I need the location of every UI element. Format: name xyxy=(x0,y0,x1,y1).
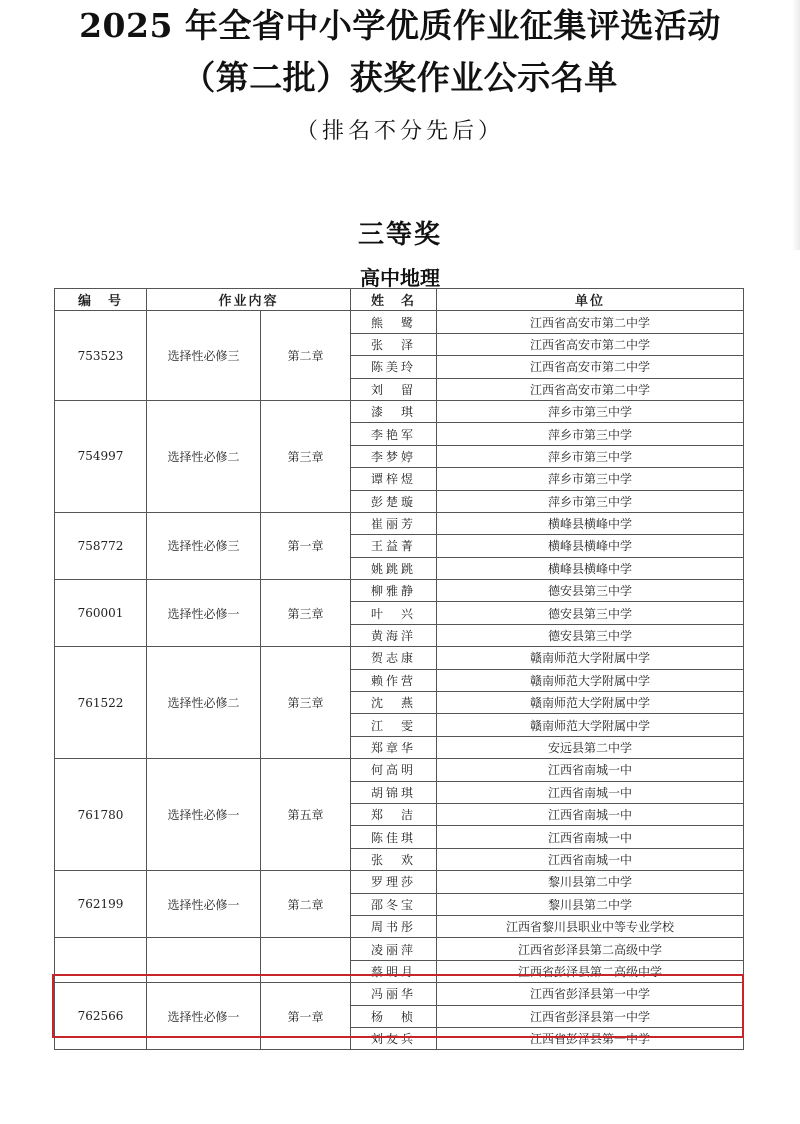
cell-name: 赖作营 xyxy=(351,669,437,691)
cell-unit: 赣南师范大学附属中学 xyxy=(437,647,744,669)
cell-chapter: 第一章 xyxy=(261,512,351,579)
subject-heading: 高中地理 xyxy=(360,266,440,290)
cell-id: 761522 xyxy=(55,647,147,759)
cell-name: 胡锦琪 xyxy=(351,781,437,803)
cell-name: 刘友兵 xyxy=(351,1027,437,1049)
cell-name: 张 泽 xyxy=(351,333,437,355)
cell-unit: 萍乡市第三中学 xyxy=(437,490,744,512)
cell-unit: 德安县第三中学 xyxy=(437,602,744,624)
cell-unit: 横峰县横峰中学 xyxy=(437,557,744,579)
cell-unit: 赣南师范大学附属中学 xyxy=(437,692,744,714)
cell-name: 邵冬宝 xyxy=(351,893,437,915)
header-name: 姓 名 xyxy=(351,289,437,311)
cell-unit: 安远县第二中学 xyxy=(437,736,744,758)
cell-name: 姚跳跳 xyxy=(351,557,437,579)
cell-unit: 黎川县第二中学 xyxy=(437,893,744,915)
cell-unit: 萍乡市第三中学 xyxy=(437,423,744,445)
cell-name: 郑 洁 xyxy=(351,803,437,825)
cell-name: 叶 兴 xyxy=(351,602,437,624)
cell-unit: 萍乡市第三中学 xyxy=(437,400,744,422)
cell-id: 753523 xyxy=(55,311,147,401)
cell-unit: 赣南师范大学附属中学 xyxy=(437,669,744,691)
cell-unit: 江西省高安市第二中学 xyxy=(437,356,744,378)
cell-unit: 江西省南城一中 xyxy=(437,848,744,870)
cell-unit: 江西省南城一中 xyxy=(437,826,744,848)
cell-unit: 江西省高安市第二中学 xyxy=(437,378,744,400)
cell-book: 选择性必修三 xyxy=(147,311,261,401)
cell-name: 李艳军 xyxy=(351,423,437,445)
table-row xyxy=(55,512,744,534)
cell-unit: 萍乡市第三中学 xyxy=(437,445,744,467)
cell-name: 崔丽芳 xyxy=(351,512,437,534)
cell-book: 选择性必修二 xyxy=(147,400,261,512)
cell-unit: 黎川县第二中学 xyxy=(437,871,744,893)
table-header-row xyxy=(55,289,744,311)
cell-book xyxy=(147,938,261,983)
table-row xyxy=(55,938,744,960)
table-row xyxy=(55,580,744,602)
cell-id: 758772 xyxy=(55,512,147,579)
cell-name: 何高明 xyxy=(351,759,437,781)
cell-unit: 横峰县横峰中学 xyxy=(437,512,744,534)
cell-book: 选择性必修一 xyxy=(147,580,261,647)
cell-name: 李梦婷 xyxy=(351,445,437,467)
cell-name: 罗理莎 xyxy=(351,871,437,893)
cell-name: 柳雅静 xyxy=(351,580,437,602)
cell-chapter: 第三章 xyxy=(261,647,351,759)
cell-name: 张 欢 xyxy=(351,848,437,870)
cell-name: 陈佳琪 xyxy=(351,826,437,848)
cell-name: 黄海洋 xyxy=(351,624,437,646)
cell-chapter: 第三章 xyxy=(261,400,351,512)
cell-chapter: 第一章 xyxy=(261,983,351,1050)
cell-chapter: 第五章 xyxy=(261,759,351,871)
cell-unit: 江西省彭泽县第一中学 xyxy=(437,1027,744,1049)
cell-unit: 德安县第三中学 xyxy=(437,580,744,602)
table-row xyxy=(55,983,744,1005)
title-line-2: （第二批）获奖作业公示名单 xyxy=(182,58,618,97)
cell-book: 选择性必修三 xyxy=(147,512,261,579)
cell-chapter xyxy=(261,938,351,983)
cell-id: 760001 xyxy=(55,580,147,647)
cell-unit: 江西省南城一中 xyxy=(437,759,744,781)
cell-name: 熊 鹭 xyxy=(351,311,437,333)
header-id: 编 号 xyxy=(55,289,147,311)
cell-name: 贺志康 xyxy=(351,647,437,669)
table-row xyxy=(55,311,744,333)
header-unit: 单位 xyxy=(437,289,744,311)
cell-id: 762199 xyxy=(55,871,147,938)
cell-chapter: 第二章 xyxy=(261,311,351,401)
cell-unit: 横峰县横峰中学 xyxy=(437,535,744,557)
cell-id: 762566 xyxy=(55,983,147,1050)
cell-book: 选择性必修一 xyxy=(147,983,261,1050)
award-table xyxy=(54,288,744,1050)
cell-unit: 江西省南城一中 xyxy=(437,803,744,825)
cell-unit: 江西省黎川县职业中等专业学校 xyxy=(437,915,744,937)
cell-unit: 江西省彭泽县第二高级中学 xyxy=(437,938,744,960)
cell-name: 刘 留 xyxy=(351,378,437,400)
table-row xyxy=(55,400,744,422)
cell-book: 选择性必修一 xyxy=(147,871,261,938)
cell-name: 蔡明月 xyxy=(351,960,437,982)
cell-name: 谭梓煜 xyxy=(351,468,437,490)
cell-name: 周书彤 xyxy=(351,915,437,937)
cell-unit: 江西省南城一中 xyxy=(437,781,744,803)
cell-id: 761780 xyxy=(55,759,147,871)
header-content: 作业内容 xyxy=(147,289,351,311)
subtitle-note: （排名不分先后） xyxy=(295,119,504,144)
table-body xyxy=(55,311,744,1050)
cell-unit: 赣南师范大学附属中学 xyxy=(437,714,744,736)
cell-name: 彭楚璇 xyxy=(351,490,437,512)
cell-unit: 萍乡市第三中学 xyxy=(437,468,744,490)
cell-name: 陈美玲 xyxy=(351,356,437,378)
cell-unit: 德安县第三中学 xyxy=(437,624,744,646)
cell-name: 郑章华 xyxy=(351,736,437,758)
cell-unit: 江西省高安市第二中学 xyxy=(437,333,744,355)
cell-name: 凌丽萍 xyxy=(351,938,437,960)
cell-book: 选择性必修二 xyxy=(147,647,261,759)
cell-unit: 江西省彭泽县第一中学 xyxy=(437,1005,744,1027)
cell-name: 王益菁 xyxy=(351,535,437,557)
cell-book: 选择性必修一 xyxy=(147,759,261,871)
table-row xyxy=(55,871,744,893)
cell-id: 754997 xyxy=(55,400,147,512)
table-row xyxy=(55,759,744,781)
cell-unit: 江西省彭泽县第二高级中学 xyxy=(437,960,744,982)
cell-name: 沈 燕 xyxy=(351,692,437,714)
cell-unit: 江西省高安市第二中学 xyxy=(437,311,744,333)
title-line-1: 2025 年全省中小学优质作业征集评选活动 xyxy=(79,6,721,45)
cell-name: 杨 桢 xyxy=(351,1005,437,1027)
cell-unit: 江西省彭泽县第一中学 xyxy=(437,983,744,1005)
cell-name: 江 雯 xyxy=(351,714,437,736)
cell-chapter: 第三章 xyxy=(261,580,351,647)
award-level: 三等奖 xyxy=(357,220,442,250)
cell-chapter: 第二章 xyxy=(261,871,351,938)
cell-name: 漆 琪 xyxy=(351,400,437,422)
cell-name: 冯丽华 xyxy=(351,983,437,1005)
table-row xyxy=(55,647,744,669)
page-edge-shadow xyxy=(792,0,800,250)
cell-id xyxy=(55,938,147,983)
